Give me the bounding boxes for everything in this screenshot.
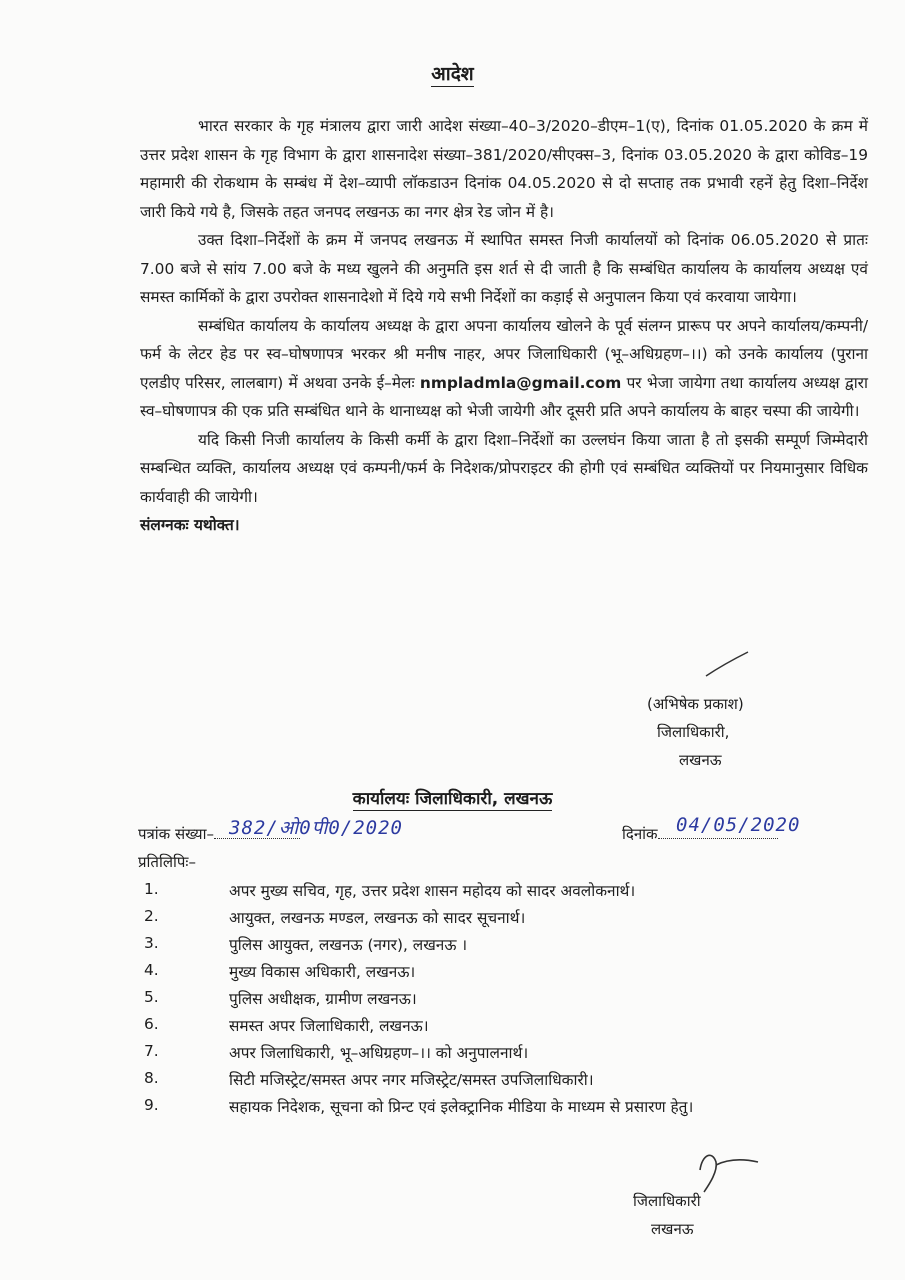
paragraph-3: सम्बंधित कार्यालय के कार्यालय अध्यक्ष के द्वारा अपना कार्यालय खोलने के पूर्व संलग्न प्रारूप पर अपने कार्यालय/कम्पनी/फर्म के लेटर हेड पर स्व–घोषणापत्र भरकर श्री मनीष नाहर, अपर जिलाधिकारी (भू–अधिग्रहण–।।) को उनके कार्यालय (पुराना एलडीए परिसर, लालबाग) में अथवा उनके ई–मेलः nmpladmla@gmail.com पर भेजा जायेगा तथा कार्यालय अध्यक्ष द्वारा स्व–घोषणापत्र की एक प्रति सम्बंधित थाने के थानाध्यक्ष को भेजी जायेगी और दूसरी प्रति अपने कार्यालय के बाहर चस्पा की जायेगी। xyxy=(140,316,868,420)
signatory-designation: जिलाधिकारी xyxy=(633,1192,701,1210)
list-item: 9. सहायक निदेशक, सूचना को प्रिन्ट एवं इलेक्ट्रानिक मीडिया के माध्यम से प्रसारण हेतु। xyxy=(144,1096,694,1116)
signature-2-stroke xyxy=(700,1155,758,1192)
list-item: 5. पुलिस अधीक्षक, ग्रामीण लखनऊ। xyxy=(144,988,417,1008)
list-item: 1. अपर मुख्य सचिव, गृह, उत्तर प्रदेश शासन महोदय को सादर अवलोकनार्थ। xyxy=(144,880,636,900)
handwritten-letter-number: 382/ओ0पी0/2020 xyxy=(229,817,403,839)
list-item: 7. अपर जिलाधिकारी, भू–अधिग्रहण–।। को अनुपालनार्थ। xyxy=(144,1042,529,1062)
letter-date: दिनांक xyxy=(622,824,778,844)
signature-block-bottom xyxy=(633,1187,701,1243)
list-item: 8. सिटी मजिस्ट्रेट/समस्त अपर नगर मजिस्ट्रेट/समस्त उपजिलाधिकारी। xyxy=(144,1069,594,1089)
handwritten-date: 04/05/2020 xyxy=(676,814,801,836)
office-heading: कार्यालयः जिलाधिकारी, लखनऊ xyxy=(352,789,553,809)
list-item: 3. पुलिस आयुक्त, लखनऊ (नगर), लखनऊ । xyxy=(144,934,468,954)
paragraph-2: उक्त दिशा–निर्देशों के क्रम में जनपद लखनऊ में स्थापित समस्त निजी कार्यालयों को दिनांक 06.05.2020 से प्रातः 7.00 बजे से सांय 7.00 बजे के मध्य खुलने की अनुमति इस शर्त से दी जाती है कि सम्बंधित कार्यालय के कार्यालय अध्यक्ष एवं समस्त कार्मिकों के द्वारा उपरोक्त शासनादेशो में दिये गये सभी निर्देशों का कड़ाई से अनुपालन किया एवं करवाया जायेगा। xyxy=(140,231,868,306)
signature-1-stroke xyxy=(706,652,748,676)
signatory-place: लखनऊ xyxy=(679,751,722,769)
enclosure-note: संलग्नकः यथोक्त। xyxy=(140,516,240,534)
signatory-place: लखनऊ xyxy=(651,1220,694,1238)
signature-block-top xyxy=(647,690,744,774)
letter-number: पत्रांक संख्या– xyxy=(138,824,300,844)
signatory-designation: जिलाधिकारी, xyxy=(657,723,730,741)
list-item: 4. मुख्य विकास अधिकारी, लखनऊ। xyxy=(144,961,416,981)
paragraph-4: यदि किसी निजी कार्यालय के किसी कर्मी के द्वारा दिशा–निर्देशों का उल्लघंन किया जाता है तो इसकी सम्पूर्ण जिम्मेदारी सम्बन्धित व्यक्ति, कार्यालय अध्यक्ष एवं कम्पनी/फर्म के निदेशक/प्रोपराइटर की होगी एवं सम्बंधित व्यक्तियों पर नियमानुसार विधिक कार्यवाही की जायेगी। xyxy=(140,430,868,506)
copy-to-label: प्रतिलिपिः– xyxy=(138,853,196,871)
copy-list xyxy=(138,880,858,1123)
document-title: आदेश xyxy=(431,63,474,85)
signatory-name: (अभिषेक प्रकाश) xyxy=(647,695,744,713)
list-item: 2. आयुक्त, लखनऊ मण्डल, लखनऊ को सादर सूचनार्थ। xyxy=(144,907,526,927)
list-item: 6. समस्त अपर जिलाधिकारी, लखनऊ। xyxy=(144,1015,429,1035)
paragraph-1: भारत सरकार के गृह मंत्रालय द्वारा जारी आदेश संख्या–40–3/2020–डीएम–1(ए), दिनांक 01.05.2020 के क्रम में उत्तर प्रदेश शासन के गृह विभाग के द्वारा शासनादेश संख्या–381/2020/सीएक्स–3, दिनांक 03.05.2020 के द्वारा कोविड–19 महामारी की रोकथाम के सम्बंध में देश–व्यापी लॉकडाउन दिनांक 04.05.2020 से दो सप्ताह तक प्रभावी रहनें हेतु दिशा–निर्देश जारी किये गये है, जिसके तहत जनपद लखनऊ का नगर क्षेत्र रेड जोन में है। xyxy=(140,117,868,221)
email-link[interactable]: nmpladmla@gmail.com xyxy=(419,373,622,392)
